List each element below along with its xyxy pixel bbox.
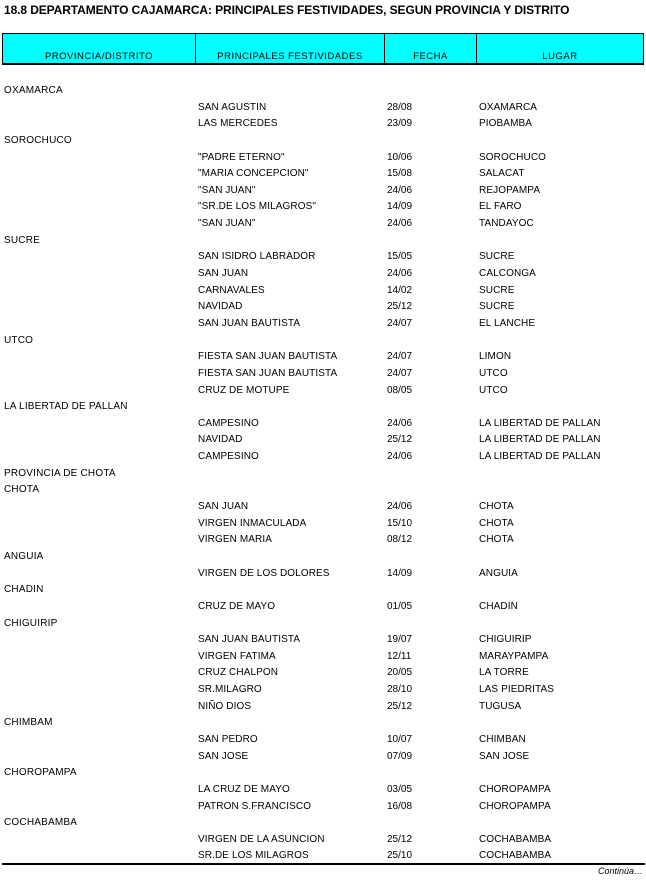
- date-cell: 15/10: [387, 517, 413, 529]
- table-row: [0, 366, 646, 383]
- table-row: [0, 283, 646, 300]
- date-cell: 08/12: [387, 534, 413, 546]
- date-cell: 25/12: [387, 700, 413, 712]
- festival-cell: SAN PEDRO: [198, 733, 258, 745]
- festival-cell: "SR.DE LOS MILAGROS": [198, 201, 317, 213]
- place-cell: LA LIBERTAD DE PALLAN: [479, 451, 601, 463]
- festival-cell: SAN JUAN BAUTISTA: [198, 317, 301, 329]
- table-row: [0, 782, 646, 799]
- place-cell: SUCRE: [479, 251, 515, 263]
- district-name: CHOROPAMPA: [4, 767, 77, 779]
- column-header-fecha: FECHA: [385, 34, 477, 63]
- place-cell: CHADIN: [479, 600, 518, 612]
- district-name: SOROCHUCO: [4, 134, 72, 146]
- date-cell: 14/09: [387, 201, 413, 213]
- table-row: [0, 632, 646, 649]
- group-row: [0, 233, 646, 250]
- group-row: [0, 482, 646, 499]
- continued-note: Continúa…: [597, 866, 643, 876]
- date-cell: 15/05: [387, 251, 413, 263]
- district-name: CHADIN: [4, 584, 44, 596]
- district-name: SUCRE: [4, 234, 41, 246]
- place-cell: SOROCHUCO: [479, 151, 547, 163]
- table-row: [0, 532, 646, 549]
- date-cell: 10/07: [387, 733, 413, 745]
- place-cell: CHIGUIRIP: [479, 634, 532, 646]
- place-cell: LA LIBERTAD DE PALLAN: [479, 434, 601, 446]
- date-cell: 14/09: [387, 567, 413, 579]
- date-cell: 28/10: [387, 684, 413, 696]
- district-name: CHIGUIRIP: [4, 617, 58, 629]
- table-row: [0, 499, 646, 516]
- date-cell: 19/07: [387, 634, 413, 646]
- date-cell: 15/08: [387, 168, 413, 180]
- festival-cell: LAS MERCEDES: [198, 118, 278, 130]
- table-row: [0, 249, 646, 266]
- place-cell: COCHABAMBA: [479, 850, 552, 862]
- place-cell: TUGUSA: [479, 700, 522, 712]
- place-cell: UTCO: [479, 384, 508, 396]
- festival-cell: NAVIDAD: [198, 301, 243, 313]
- district-name: CHIMBAM: [4, 717, 53, 729]
- place-cell: COCHABAMBA: [479, 833, 552, 845]
- place-cell: SUCRE: [479, 284, 515, 296]
- date-cell: 03/05: [387, 783, 413, 795]
- date-cell: 24/06: [387, 417, 413, 429]
- festival-cell: "PADRE ETERNO": [198, 151, 285, 163]
- date-cell: 24/07: [387, 351, 413, 363]
- festival-cell: CRUZ CHALPON: [198, 667, 279, 679]
- festival-cell: NAVIDAD: [198, 434, 243, 446]
- place-cell: LA LIBERTAD DE PALLAN: [479, 417, 601, 429]
- festival-cell: SAN AGUSTIN: [198, 101, 267, 113]
- table-header: [2, 33, 644, 65]
- place-cell: CHIMBAN: [479, 733, 526, 745]
- place-cell: SAN JOSE: [479, 750, 530, 762]
- date-cell: 24/06: [387, 218, 413, 230]
- place-cell: SALACAT: [479, 168, 525, 180]
- date-cell: 12/11: [387, 650, 412, 662]
- place-cell: SUCRE: [479, 301, 515, 313]
- table-row: [0, 166, 646, 183]
- date-cell: 07/09: [387, 750, 413, 762]
- date-cell: 24/06: [387, 501, 413, 513]
- table-row: [0, 316, 646, 333]
- table-row: [0, 449, 646, 466]
- table-row: [0, 732, 646, 749]
- page-title: 18.8 DEPARTAMENTO CAJAMARCA: PRINCIPALES FESTIVIDADES, SEGUN PROVINCIA Y DISTRITO: [4, 3, 570, 17]
- group-row: [0, 83, 646, 100]
- table-row: [0, 116, 646, 133]
- group-row: [0, 133, 646, 150]
- table-row: [0, 199, 646, 216]
- festival-cell: CRUZ DE MOTUPE: [198, 384, 290, 396]
- place-cell: EL FARO: [479, 201, 522, 213]
- column-header-lugar: LUGAR: [477, 34, 644, 63]
- festival-cell: VIRGEN INMACULADA: [198, 517, 307, 529]
- date-cell: 24/06: [387, 184, 413, 196]
- festival-cell: NIÑO DIOS: [198, 700, 252, 712]
- table-row: [0, 832, 646, 849]
- festival-cell: VIRGEN DE LA ASUNCION: [198, 833, 325, 845]
- place-cell: REJOPAMPA: [479, 184, 541, 196]
- place-cell: LIMON: [479, 351, 512, 363]
- festival-cell: SAN JOSE: [198, 750, 249, 762]
- date-cell: 25/10: [387, 850, 413, 862]
- table-row: [0, 432, 646, 449]
- group-row: [0, 549, 646, 566]
- table-row: [0, 649, 646, 666]
- festival-cell: FIESTA SAN JUAN BAUTISTA: [198, 367, 338, 379]
- group-row: [0, 765, 646, 782]
- date-cell: 24/06: [387, 451, 413, 463]
- place-cell: CALCONGA: [479, 268, 536, 280]
- place-cell: PIOBAMBA: [479, 118, 533, 130]
- bottom-divider: [2, 863, 645, 865]
- festival-cell: PATRON S.FRANCISCO: [198, 800, 312, 812]
- district-name: LA LIBERTAD DE PALLAN: [4, 401, 128, 413]
- table-row: [0, 516, 646, 533]
- festival-cell: VIRGEN DE LOS DOLORES: [198, 567, 330, 579]
- date-cell: 25/12: [387, 301, 413, 313]
- festival-cell: SAN JUAN: [198, 268, 249, 280]
- table-row: [0, 150, 646, 167]
- group-row: [0, 333, 646, 350]
- festival-cell: CAMPESINO: [198, 417, 259, 429]
- festival-cell: "SAN JUAN": [198, 218, 256, 230]
- place-cell: CHOTA: [479, 517, 514, 529]
- district-name: OXAMARCA: [4, 85, 63, 96]
- place-cell: MARAYPAMPA: [479, 650, 549, 662]
- table-row: [0, 665, 646, 682]
- date-cell: 20/05: [387, 667, 413, 679]
- date-cell: 14/02: [387, 284, 413, 296]
- table-row: [0, 749, 646, 766]
- table-row: [0, 183, 646, 200]
- table-row: [0, 299, 646, 316]
- date-cell: 01/05: [387, 600, 413, 612]
- festival-cell: SAN ISIDRO LABRADOR: [198, 251, 316, 263]
- table-row: [0, 100, 646, 117]
- table-row: [0, 799, 646, 816]
- date-cell: 24/06: [387, 268, 413, 280]
- table-row: [0, 699, 646, 716]
- place-cell: LAS PIEDRITAS: [479, 684, 555, 696]
- column-header-provincia-distrito: PROVINCIA/DISTRITO: [2, 34, 196, 63]
- festival-cell: "SAN JUAN": [198, 184, 256, 196]
- district-name: UTCO: [4, 334, 34, 346]
- place-cell: CHOROPAMPA: [479, 800, 551, 812]
- place-cell: ANGUIA: [479, 567, 518, 579]
- place-cell: UTCO: [479, 367, 508, 379]
- festival-cell: CRUZ DE MAYO: [198, 600, 276, 612]
- group-row: [0, 715, 646, 732]
- place-cell: CHOTA: [479, 534, 514, 546]
- group-row: [0, 616, 646, 633]
- table-body: [0, 83, 646, 865]
- festival-cell: FIESTA SAN JUAN BAUTISTA: [198, 351, 338, 363]
- festival-cell: SAN JUAN BAUTISTA: [198, 634, 301, 646]
- festival-cell: VIRGEN FATIMA: [198, 650, 276, 662]
- group-row: [0, 582, 646, 599]
- place-cell: CHOTA: [479, 501, 514, 513]
- table-row: [0, 349, 646, 366]
- date-cell: 23/09: [387, 118, 413, 130]
- date-cell: 24/07: [387, 367, 413, 379]
- place-cell: LA TORRE: [479, 667, 529, 679]
- table-row: [0, 216, 646, 233]
- column-header-festividades: PRINCIPALES FESTIVIDADES: [196, 34, 385, 63]
- district-name: COCHABAMBA: [4, 817, 78, 829]
- district-name: CHOTA: [4, 484, 40, 496]
- date-cell: 16/08: [387, 800, 413, 812]
- group-row: [0, 815, 646, 832]
- date-cell: 24/07: [387, 317, 413, 329]
- table-row: [0, 266, 646, 283]
- date-cell: 08/05: [387, 384, 413, 396]
- group-row: [0, 466, 646, 483]
- date-cell: 25/12: [387, 833, 413, 845]
- table-row: [0, 566, 646, 583]
- festival-cell: VIRGEN MARIA: [198, 534, 272, 546]
- festival-cell: SR.DE LOS MILAGROS: [198, 850, 309, 862]
- table-row: [0, 682, 646, 699]
- date-cell: 10/06: [387, 151, 413, 163]
- table-row: [0, 383, 646, 400]
- district-name: ANGUIA: [4, 550, 44, 562]
- district-name: PROVINCIA DE CHOTA: [4, 467, 116, 479]
- place-cell: EL LANCHE: [479, 317, 536, 329]
- place-cell: TANDAYOC: [479, 218, 534, 230]
- place-cell: CHOROPAMPA: [479, 783, 551, 795]
- date-cell: 25/12: [387, 434, 413, 446]
- festival-cell: LA CRUZ DE MAYO: [198, 783, 290, 795]
- festival-cell: "MARIA CONCEPCION": [198, 168, 309, 180]
- festival-cell: CARNAVALES: [198, 284, 265, 296]
- festival-cell: SR.MILAGRO: [198, 684, 262, 696]
- place-cell: OXAMARCA: [479, 101, 538, 113]
- table-row: [0, 416, 646, 433]
- festival-cell: CAMPESINO: [198, 451, 259, 463]
- group-row: [0, 399, 646, 416]
- date-cell: 28/08: [387, 101, 413, 113]
- festival-cell: SAN JUAN: [198, 501, 249, 513]
- table-row: [0, 599, 646, 616]
